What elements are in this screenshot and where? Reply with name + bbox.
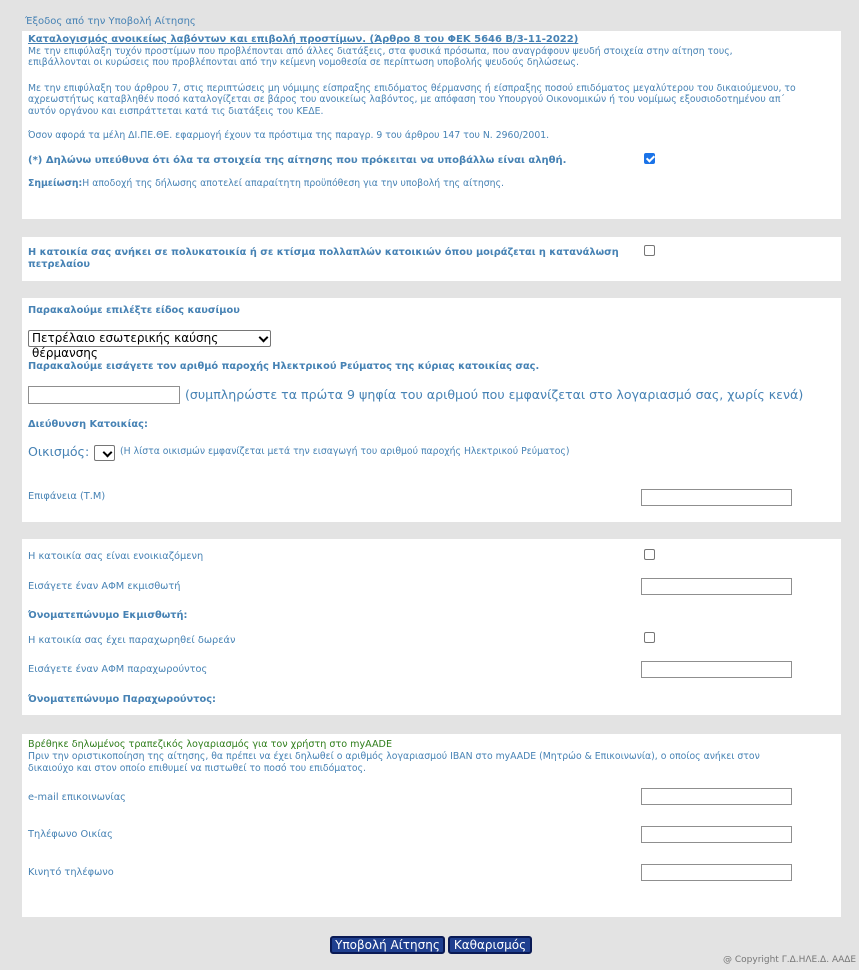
fuel-selected-value: Πετρέλαιο εσωτερικής καύσης θέρμανσης bbox=[32, 331, 219, 360]
grantor-afm-input[interactable] bbox=[641, 661, 792, 678]
contact-panel bbox=[22, 734, 841, 917]
multi-residence-label-1: Η κατοικία σας ανήκει σε πολυκατοικία ή σε κτίσμα πολλαπλών κατοικιών όπου μοιράζεται η κατανάλωση bbox=[28, 247, 619, 258]
chevron-down-icon bbox=[103, 448, 113, 458]
fuel-select[interactable] bbox=[28, 330, 271, 360]
reset-button[interactable]: Καθαρισμός bbox=[448, 936, 532, 954]
home-phone-label: Τηλέφωνο Οικίας bbox=[28, 829, 113, 840]
penalties-panel bbox=[22, 31, 841, 219]
iban-text-1: Πριν την οριστικοποίηση της αίτησης, θα πρέπει να έχει δηλωθεί ο αριθμός λογαριασμού IBAN στο myAADE (Μητρώο & Επικοινωνία), ο οποίος ανήκει στον bbox=[28, 751, 760, 762]
multi-residence-checkbox[interactable] bbox=[644, 245, 655, 256]
email-input[interactable] bbox=[641, 788, 792, 805]
note bbox=[28, 178, 504, 189]
mobile-input[interactable] bbox=[641, 864, 792, 881]
declaration-label: (*) Δηλώνω υπεύθυνα ότι όλα τα στοιχεία της αίτησης που πρόκειται να υποβάλλω είναι αληθή. bbox=[28, 155, 567, 166]
penalties-heading[interactable]: Καταλογισμός ανοικείως λαβόντων και επιβολή προστίμων. (Άρθρο 8 του ΦΕΚ 5646 Β/3-11-2022) bbox=[28, 34, 579, 45]
address-label: Διεύθυνση Κατοικίας: bbox=[28, 419, 148, 430]
penalties-text-1b: επιβάλλονται οι κυρώσεις που προβλέπονται από την κείμενη νομοθεσία σε περίπτωση υποβολής ψευδούς δηλώσεως. bbox=[28, 57, 579, 68]
submit-button[interactable]: Υποβολή Αίτησης bbox=[330, 936, 445, 954]
free-checkbox[interactable] bbox=[644, 632, 655, 643]
penalties-text-2c: αυτόν οργάνου και εισπράττεται κατά τις διατάξεις του ΚΕΔΕ. bbox=[28, 106, 324, 117]
settlement-select[interactable] bbox=[94, 445, 115, 461]
rented-label: Η κατοικία σας είναι ενοικιαζόμενη bbox=[28, 551, 204, 562]
iban-text-2: δικαιούχο και στον οποίο επιθυμεί να πιστωθεί το ποσό του επιδόματος. bbox=[28, 763, 367, 774]
grantor-afm-label: Εισάγετε έναν ΑΦΜ παραχωρούντος bbox=[28, 664, 208, 675]
lessor-afm-label: Εισάγετε έναν ΑΦΜ εκμισθωτή bbox=[28, 581, 181, 592]
declaration-checkbox[interactable] bbox=[644, 153, 655, 164]
lessor-afm-input[interactable] bbox=[641, 578, 792, 595]
lessor-name-label: Όνοματεπώνυμο Εκμισθωτή: bbox=[28, 610, 188, 621]
meter-hint: (συμπληρώστε τα πρώτα 9 ψηφία του αριθμού που εμφανίζεται στο λογαριασμό σας, χωρίς κενά) bbox=[185, 387, 804, 402]
note-text: Η αποδοχή της δήλωσης αποτελεί απαραίτητη προϋπόθεση για την υποβολή της αίτησης. bbox=[82, 178, 504, 189]
area-input[interactable] bbox=[641, 489, 792, 506]
tenancy-panel bbox=[22, 539, 841, 715]
fuel-label: Παρακαλούμε επιλέξτε είδος καυσίμου bbox=[28, 305, 240, 316]
chevron-down-icon bbox=[259, 333, 269, 343]
penalties-text-1a: Με την επιφύλαξη τυχόν προστίμων που προβλέπονται από άλλες διατάξεις, στα φυσικά πρόσωπα, που αναγράφουν ψευδή στοιχεία στην αίτηση τους, bbox=[28, 46, 733, 57]
exit-link[interactable]: Έξοδος από την Υποβολή Αίτησης bbox=[25, 16, 196, 27]
copyright: @ Copyright Γ.Δ.ΗΛΕ.Δ. ΑΑΔΕ bbox=[723, 955, 857, 965]
rented-checkbox[interactable] bbox=[644, 549, 655, 560]
home-phone-input[interactable] bbox=[641, 826, 792, 843]
penalties-text-3: Όσον αφορά τα μέλη ΔΙ.ΠΕ.ΘΕ. εφαρμογή έχουν τα πρόστιμα της παραγρ. 9 του άρθρου 147 του Ν. 2960/2001. bbox=[28, 130, 550, 141]
mobile-label: Κινητό τηλέφωνο bbox=[28, 867, 114, 878]
multi-residence-label-2: πετρελαίου bbox=[28, 259, 91, 270]
multi-residence-panel bbox=[22, 237, 841, 281]
meter-label: Παρακαλούμε εισάγετε τον αριθμό παροχής Ηλεκτρικού Ρεύματος της κύριας κατοικίας σας. bbox=[28, 361, 540, 372]
free-label: Η κατοικία σας έχει παραχωρηθεί δωρεάν bbox=[28, 635, 236, 646]
email-label: e-mail επικοινωνίας bbox=[28, 792, 126, 803]
settlement-hint: (Η λίστα οικισμών εμφανίζεται μετά την εισαγωγή του αριθμού παροχής Ηλεκτρικού Ρεύματος) bbox=[120, 446, 570, 457]
grantor-name-label: Όνοματεπώνυμο Παραχωρούντος: bbox=[28, 694, 216, 705]
area-label: Επιφάνεια (Τ.Μ) bbox=[28, 491, 106, 502]
penalties-text-2a: Με την επιφύλαξη του άρθρου 7, στις περιπτώσεις μη νόμιμης είσπραξης επιδόματος θέρμανσης ή είσπραξης ποσού επιδόματος μεγαλύτερου του δικαιούμενου, το bbox=[28, 83, 796, 94]
meter-input[interactable] bbox=[28, 386, 180, 404]
penalties-text-2b: αχρεωστήτως καταβληθέν ποσό καταλογίζεται σε βάρος του ανοικείως λαβόντος, με απόφαση του Υπουργού Οικονομικών ή του νομίμως εξουσιοδοτημένου απ΄ bbox=[28, 94, 786, 105]
fuel-panel bbox=[22, 298, 841, 522]
bank-found-text: Βρέθηκε δηλωμένος τραπεζικός λογαριασμός για τον χρήστη στο myAADE bbox=[28, 739, 393, 750]
note-label: Σημείωση: bbox=[28, 178, 83, 189]
settlement-label: Οικισμός: bbox=[28, 444, 90, 459]
